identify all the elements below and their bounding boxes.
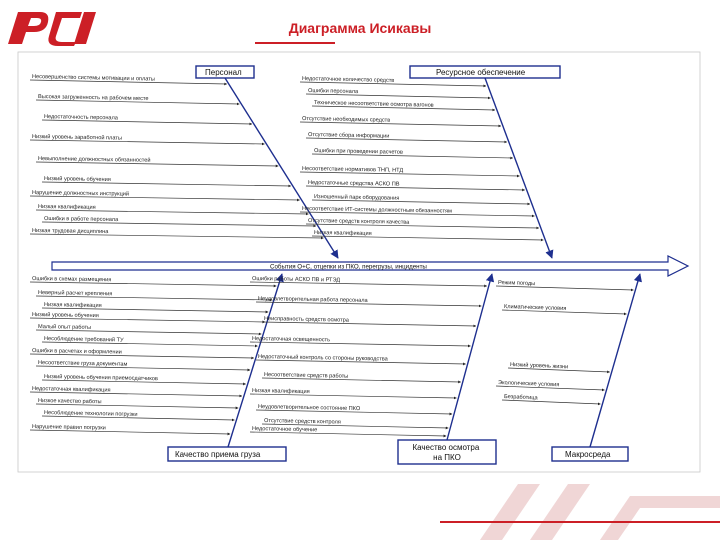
causes-personnel — [30, 74, 323, 238]
bone-resources — [485, 78, 552, 258]
cause-label: Неудовлетворительная работа персонала — [257, 296, 368, 304]
causes-pko-inspection — [250, 276, 487, 436]
cause-label: Низкая квалификация — [313, 230, 372, 238]
cause-label: Низкая квалификация — [251, 388, 310, 396]
cause-label: Недостаточные средства АСКО ПВ — [307, 180, 400, 188]
cause-label: Несоответствие ИТ-системы должностным обязанностям — [301, 206, 452, 215]
cause-label: Недостаточный контроль со стороны руководства — [257, 354, 388, 363]
category-cargo-acceptance — [168, 447, 286, 461]
cause-label: Несоответствие нормативов ТНП, НТД — [301, 166, 404, 174]
cause-label: Низкая квалификация — [37, 204, 96, 211]
cause-arrow — [502, 400, 600, 404]
category-resources — [410, 66, 560, 78]
cause-arrow — [36, 162, 278, 166]
category-pko-inspection — [398, 440, 496, 464]
cause-label: Низкий уровень заработной платы — [31, 134, 122, 142]
cause-arrow — [42, 222, 316, 226]
cause-arrow — [30, 392, 242, 396]
cause-arrow — [30, 234, 323, 238]
cause-label: Отсутствие средств контроля качества — [307, 218, 410, 226]
pko-label-line2: на ПКО — [433, 453, 461, 462]
main-spine — [52, 256, 688, 276]
cause-label: Несоблюдение технологии погрузки — [43, 410, 138, 418]
cause-arrow — [30, 140, 264, 144]
cause-label: Несоблюдение требований ТУ — [43, 336, 124, 344]
cause-arrow — [306, 138, 507, 142]
cause-arrow — [312, 200, 530, 204]
cause-arrow — [30, 282, 276, 286]
cause-label: Несоответствие средств работы — [263, 372, 349, 380]
spine-label: События О+С, отцепки из ПКО, перегрузы, инциденты — [270, 263, 427, 271]
cause-label: Несоответствие груза документам — [37, 360, 128, 368]
cause-arrow — [262, 378, 461, 382]
cause-label: Неверный расчет крепления — [37, 290, 113, 298]
cause-arrow — [312, 154, 513, 158]
cause-arrow — [30, 318, 265, 322]
cause-arrow — [42, 416, 234, 420]
cause-label: Нарушение правил погрузки — [31, 424, 106, 432]
cause-label: Отсутствие необходимых средств — [301, 116, 391, 124]
cause-label: Низкий уровень жизни — [509, 362, 569, 371]
cause-arrow — [256, 302, 481, 306]
cause-label: Низкий уровень обучения приемосдатчиков — [43, 374, 158, 383]
cause-arrow — [36, 404, 238, 408]
category-label-macro: Макросреда — [565, 450, 611, 459]
cause-arrow — [300, 172, 519, 176]
bone-macro — [590, 274, 640, 447]
cause-label: Неудовлетворительное состояние ПКО — [257, 404, 361, 413]
cause-label: Низкий уровень обучения — [31, 312, 99, 320]
cause-arrow — [312, 236, 543, 240]
category-label-resources: Ресурсное обеспечение — [436, 68, 526, 77]
cause-label: Изношенный парк оборудования — [313, 194, 400, 202]
cause-label: Низкое качество работы — [37, 398, 102, 406]
cause-label: Невыполнение должностных обязанностей — [37, 156, 151, 164]
cause-label: Недостаточное обучение — [251, 426, 318, 434]
cause-arrow — [250, 342, 470, 346]
cause-label: Ошибки работы АСКО ПВ и РТЭД — [251, 276, 341, 284]
cause-arrow — [42, 342, 258, 346]
cause-label: Режим погоды — [497, 280, 536, 288]
cause-arrow — [36, 330, 261, 334]
cause-label: Отсутствие средств контроля — [263, 418, 341, 426]
cause-label: Малый опыт работы — [37, 324, 92, 331]
footer-decoration — [440, 478, 720, 540]
page-title: Диаграмма Исикавы — [288, 20, 432, 36]
category-macro — [552, 447, 628, 461]
cause-arrow — [36, 210, 308, 214]
cause-label: Несовершенство системы мотивации и оплаты — [31, 74, 155, 83]
cause-arrow — [36, 296, 272, 300]
category-label-personnel: Персонал — [205, 68, 242, 77]
cause-arrow — [300, 122, 501, 126]
cause-label: Высокая загруженность на рабочем месте — [37, 94, 149, 103]
causes-resources — [300, 76, 543, 240]
category-personnel — [196, 66, 254, 78]
cause-arrow — [30, 354, 254, 358]
cause-label: Неисправность средств осмотра — [263, 316, 349, 324]
cause-label: Безработица — [503, 394, 538, 402]
cause-label: Экологические условия — [497, 380, 560, 389]
cause-arrow — [42, 308, 268, 312]
cause-label: Недостаточное количество средств — [301, 76, 395, 84]
cause-label: Недостаточность персонала — [43, 114, 118, 122]
cause-label: Ошибки персонала — [307, 88, 359, 96]
cause-label: Ошибки в расчетах и оформлении — [31, 348, 122, 356]
causes-macro — [496, 280, 633, 404]
cause-arrow — [250, 432, 446, 436]
cause-arrow — [306, 224, 539, 228]
cause-arrow — [42, 182, 291, 186]
cause-label: Нарушение должностных инструкций — [31, 190, 130, 198]
cause-arrow — [30, 430, 230, 434]
cause-label: Климатические условия — [503, 304, 567, 312]
pko-label-line1: Качество осмотра — [412, 443, 480, 452]
cause-arrow — [42, 120, 252, 124]
cause-label: Техническое несоответствие осмотра вагонов — [313, 100, 434, 109]
cause-arrow — [262, 322, 476, 326]
cause-arrow — [36, 366, 250, 370]
cause-label: Отсутствие сбора информации — [307, 132, 390, 140]
cause-label: Ошибки при проведении расчетов — [313, 148, 403, 156]
cause-arrow — [306, 186, 525, 190]
bone-pko-inspection — [447, 274, 492, 440]
cause-label: Ошибки в работе персонала — [43, 216, 119, 224]
cause-label: Низкая квалификация — [43, 302, 102, 310]
category-label-cargo-acceptance: Качество приема груза — [175, 450, 261, 459]
cause-label: Низкий уровень обучения — [43, 176, 111, 184]
cause-arrow — [250, 282, 487, 286]
cause-label: Недостаточная освещенность — [251, 336, 331, 344]
cause-label: Недостаточная квалификация — [31, 386, 111, 394]
cause-label: Ошибки в схемах размещения — [31, 276, 112, 284]
cause-label: Низкая трудовая дисциплина — [31, 228, 109, 236]
cause-arrow — [496, 286, 633, 290]
cause-arrow — [250, 394, 456, 398]
cause-arrow — [306, 94, 490, 98]
